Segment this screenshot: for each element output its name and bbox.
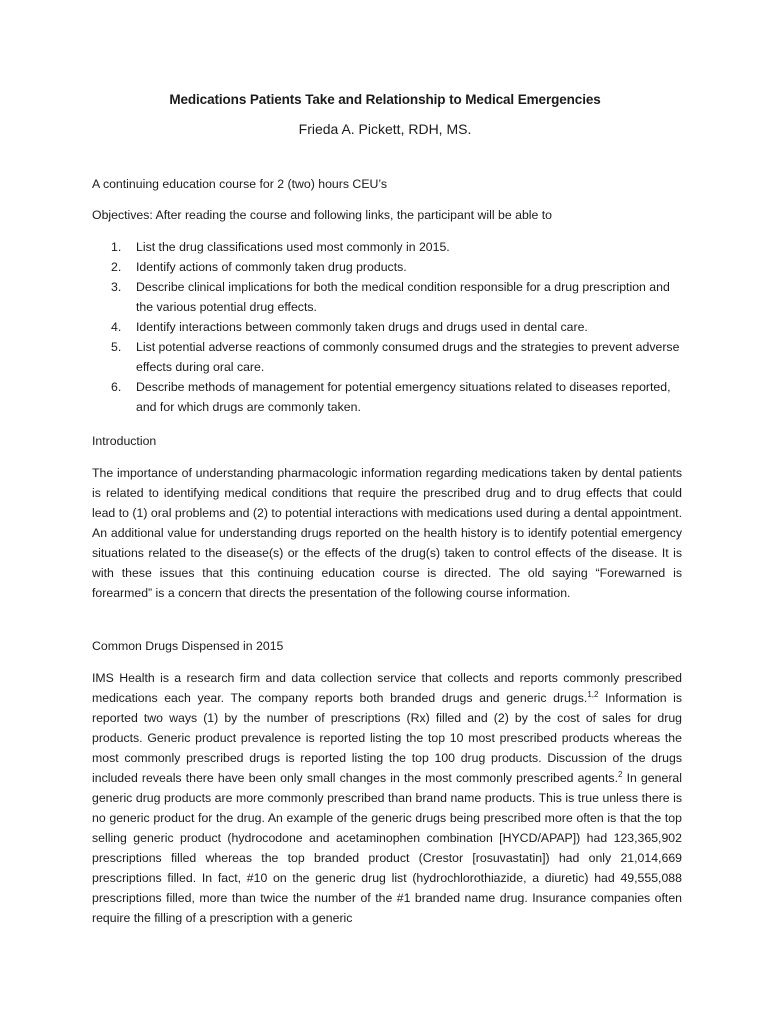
objective-item <box>92 237 682 257</box>
objective-text: List potential adverse reactions of commonly consumed drugs and the strategies to prevent adverse effects during oral care. <box>136 340 680 374</box>
objective-number: 6. <box>111 380 122 394</box>
section-heading: Common Drugs Dispensed in 2015 <box>92 639 284 653</box>
author-line: Frieda A. Pickett, RDH, MS. <box>298 121 472 137</box>
objective-number: 5. <box>111 340 122 354</box>
course-description: A continuing education course for 2 (two) hours CEU’s <box>92 177 388 191</box>
objective-item <box>92 257 682 277</box>
objective-item <box>92 377 682 417</box>
paragraph-text: In general generic drug products are more commonly prescribed than brand name products. This is true unless there is no generic product for the drug. An example of the generic drugs being prescribed more often is that the top selling generic product (hydrocodone and acetaminophen combination [HYCD/APAP]) had 123,365,902 prescriptions filled whereas the top branded product (Crestor [rosuvastatin]) had only 21,014,669 prescriptions filled. In fact, #10 on the generic drug list (hydrochlorothiazide, a diuretic) had 49,555,088 prescriptions filled, more than twice the number of the #1 branded name drug. Insurance companies often require the filling of a prescription with a generic <box>92 771 682 925</box>
objective-number: 1. <box>111 240 122 254</box>
citation-superscript: 2 <box>618 769 623 779</box>
objectives-list <box>92 237 682 417</box>
objective-text: Identify interactions between commonly taken drugs and drugs used in dental care. <box>136 320 588 334</box>
objective-item <box>92 317 682 337</box>
citation-superscript: 1,2 <box>587 689 599 699</box>
objective-item <box>92 277 682 317</box>
objective-number: 2. <box>111 260 122 274</box>
objective-text: Describe methods of management for potential emergency situations related to diseases reported, and for which drugs are commonly taken. <box>136 380 671 414</box>
objective-text: Identify actions of commonly taken drug products. <box>136 260 407 274</box>
paragraph-text: IMS Health is a research firm and data collection service that collects and reports commonly prescribed medications each year. The company reports both branded drugs and generic drugs. <box>92 671 682 705</box>
document-title: Medications Patients Take and Relationship to Medical Emergencies <box>169 92 601 107</box>
objective-number: 4. <box>111 320 122 334</box>
introduction-paragraph: The importance of understanding pharmacologic information regarding medications taken by dental patients is related to identifying medical conditions that require the prescribed drug and to drug effects that could lead to (1) oral problems and (2) to potential interactions with medications used during a dental appointment. An additional value for understanding drugs reported on the health history is to identify potential emergency situations related to the disease(s) or the effects of the drug(s) taken to control effects of the disease. It is with these issues that this continuing education course is directed. The old saying “Forewarned is forearmed” is a concern that directs the presentation of the following course information. <box>92 466 682 600</box>
introduction-heading: Introduction <box>92 434 157 448</box>
objective-item <box>92 337 682 377</box>
objective-text: List the drug classifications used most commonly in 2015. <box>136 240 450 254</box>
objective-number: 3. <box>111 280 122 294</box>
section-paragraph <box>92 668 682 928</box>
objective-text: Describe clinical implications for both the medical condition responsible for a drug prescription and the various potential drug effects. <box>136 280 670 314</box>
paragraph-text: Information is reported two ways (1) by the number of prescriptions (Rx) filled and (2) by the cost of sales for drug products. Generic product prevalence is reported listing the top 10 most prescribed products whereas the most commonly prescribed drugs is reported listing the top 100 drug products. Discussion of the drugs included reveals there have been only small changes in the most commonly prescribed agents. <box>92 691 682 785</box>
objectives-intro: Objectives: After reading the course and following links, the participant will be able to <box>92 208 553 222</box>
